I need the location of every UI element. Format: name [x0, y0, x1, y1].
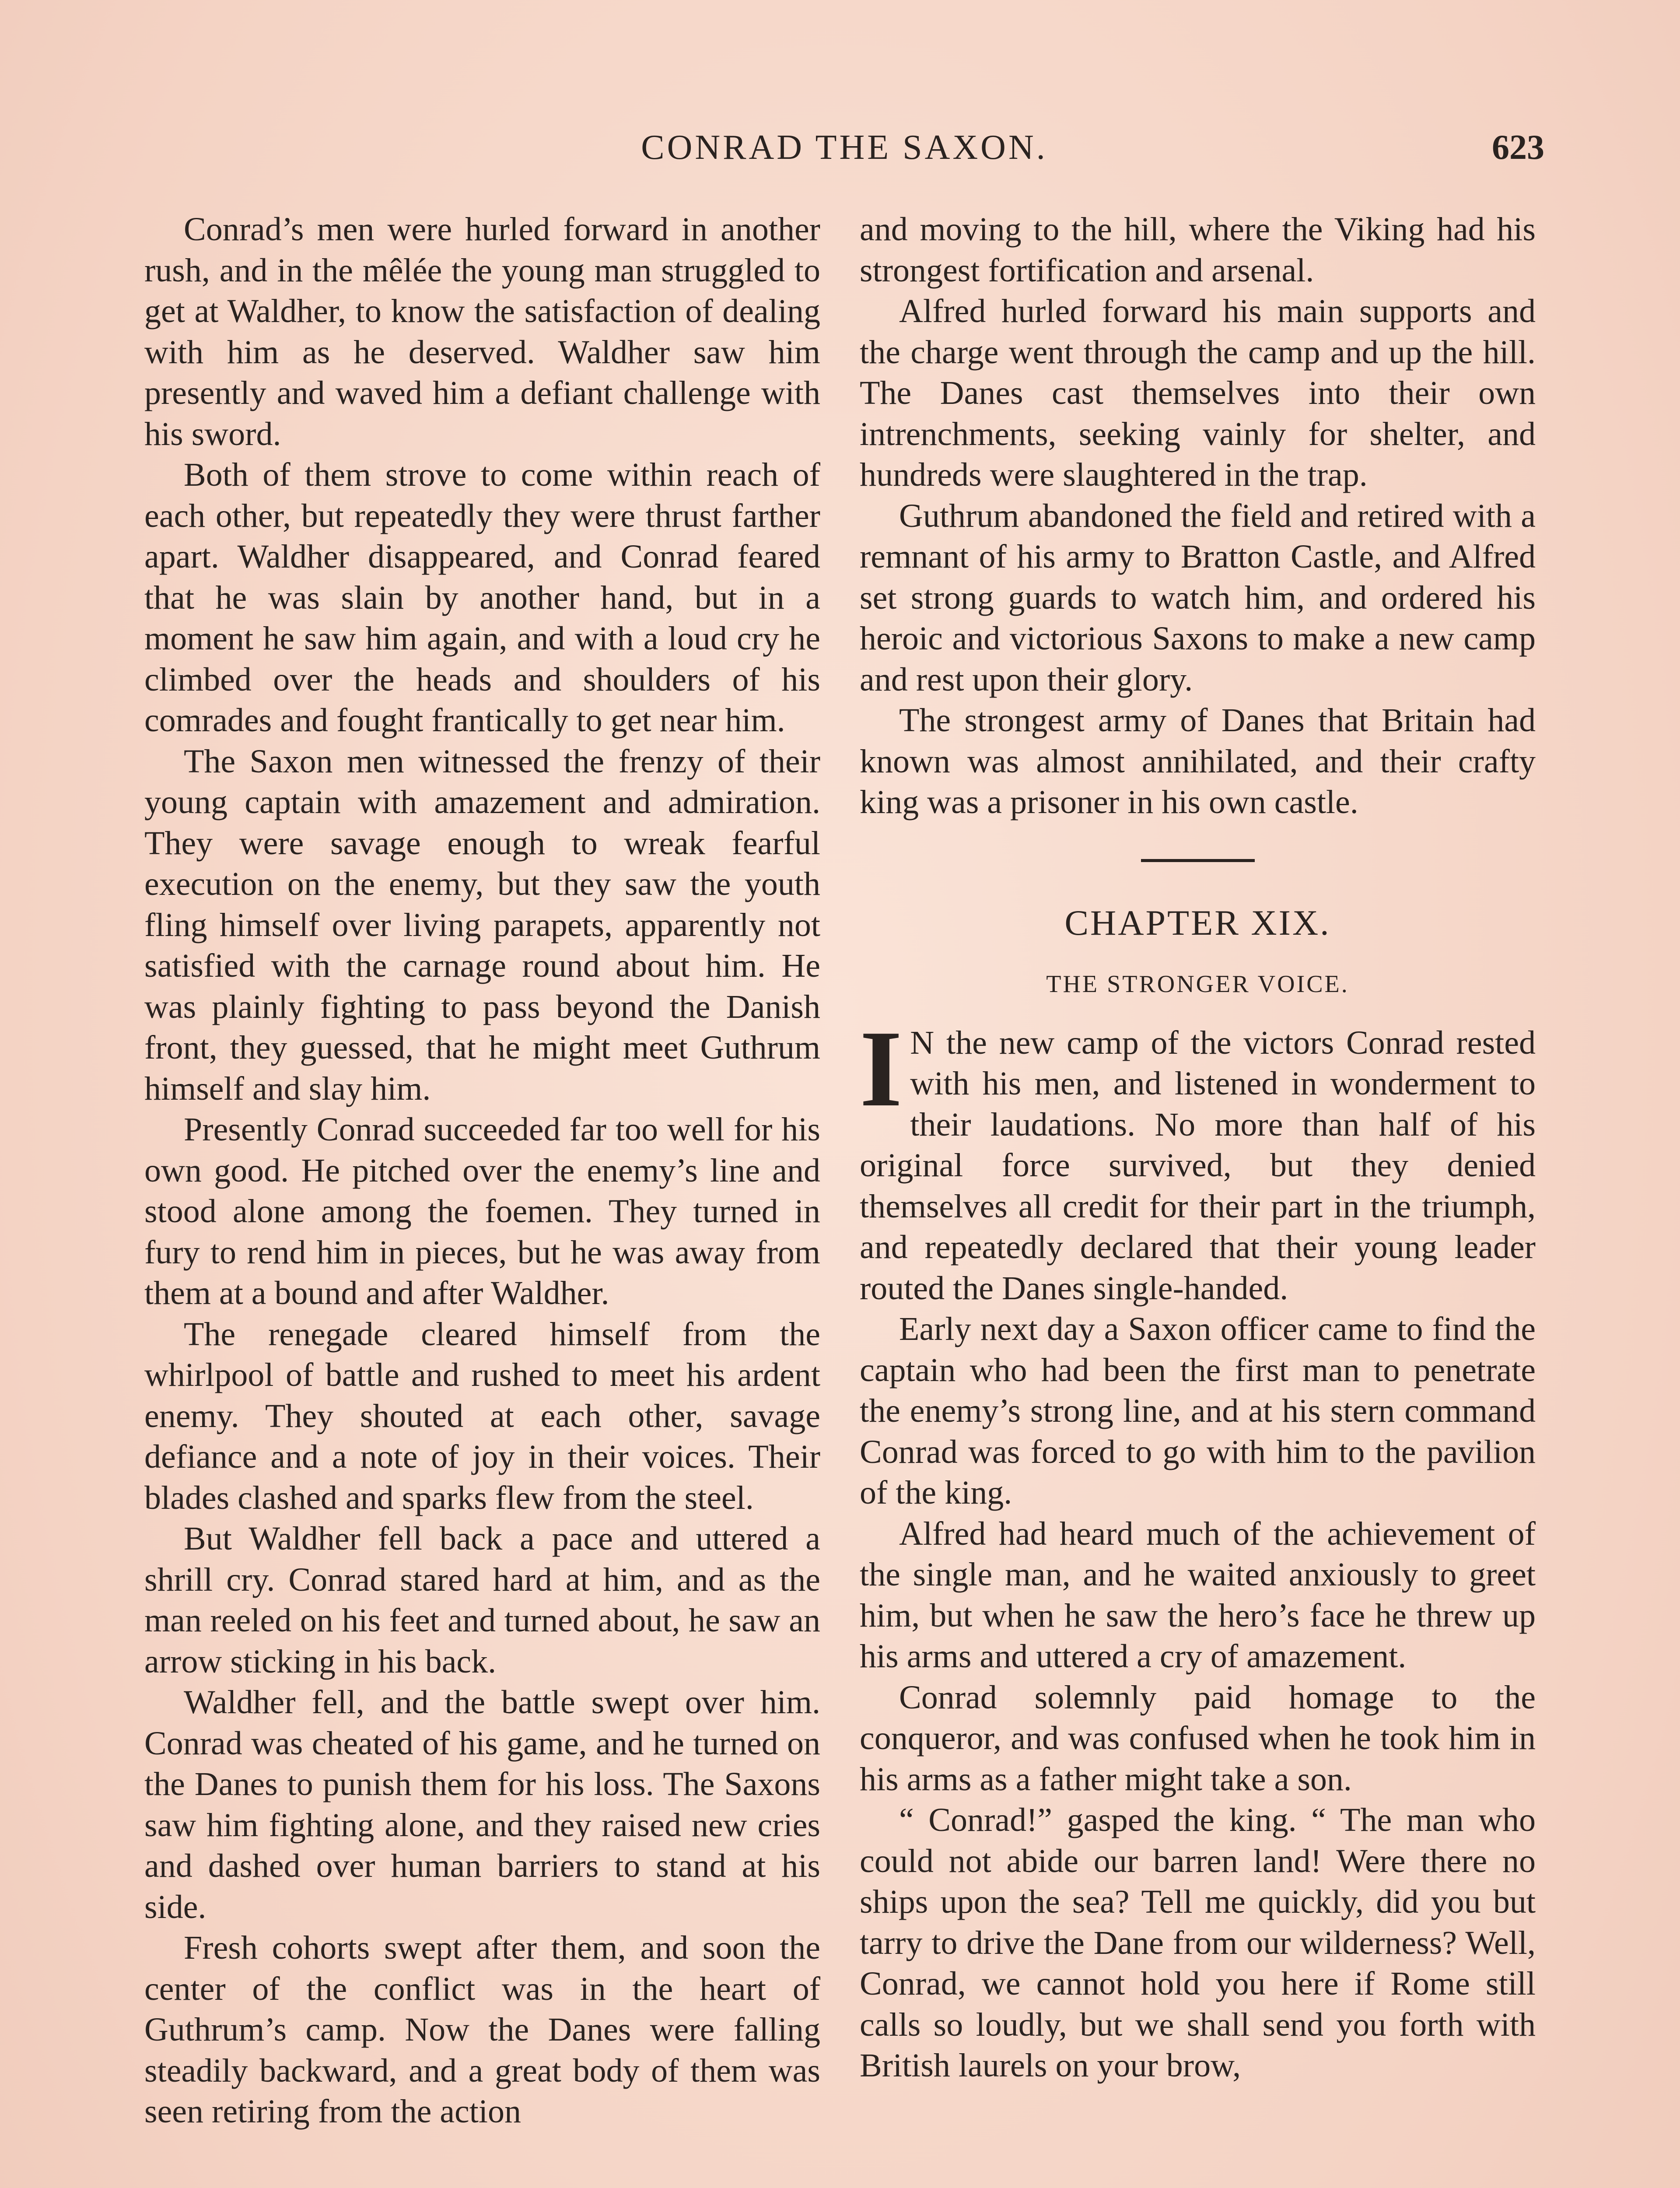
right-column: [860, 209, 1536, 2086]
chapter-subtitle: THE STRONGER VOICE.: [1046, 971, 1349, 998]
paragraph: Early next day a Saxon officer came to find the captain who had been the first man to penetrate the enemy’s strong line, and at his stern command Conrad was forced to go with him to the pavilion of the king.: [860, 1311, 1536, 1511]
continued-paragraph: and moving to the hill, where the Viking had his strongest fortification and arsenal.: [860, 211, 1536, 289]
paragraph: “ Conrad!” gasped the king. “ The man who could not abide our barren land! Were there no ships upon the sea? Tell me quickly, did you but tarry to drive the Dane from our wilderness? Well, Conrad, we cannot hold you here if Rome still calls so loudly, but we shall send you forth with British laurels on your brow,: [860, 1802, 1536, 2084]
paragraph: Alfred had heard much of the achievement of the single man, and he waited anxiously to greet him, but when he saw the hero’s face he threw up his arms and uttered a cry of amazement.: [860, 1515, 1536, 1675]
left-column: [144, 209, 820, 2132]
paragraph: The renegade cleared himself from the whirlpool of battle and rushed to meet his ardent enemy. They shouted at each other, savage defiance and a note of joy in their voices. Their blades clashed and sparks flew from the steel.: [144, 1315, 820, 1516]
paragraph: Guthrum abandoned the field and retired with a remnant of his army to Bratton Castle, and Alfred set strong guards to watch him, and ordered his heroic and victorious Saxons to make a new camp and rest upon their glory.: [860, 497, 1536, 698]
paragraph: Alfred hurled forward his main supports and the charge went through the camp and up the hill. The Danes cast themselves into their own intrenchments, seeking vainly for shelter, and hundreds were slaughtered in the trap.: [860, 293, 1536, 493]
paragraph: Presently Conrad succeeded far too well for his own good. He pitched over the enemy’s line and stood alone among the foemen. They turned in fury to rend him in pieces, but he was away from them at a bound and after Waldher.: [144, 1111, 820, 1311]
section-divider: [1141, 859, 1255, 862]
paragraph: But Waldher fell back a pace and uttered a shrill cry. Conrad stared hard at him, and as the man reeled on his feet and turned about, he saw an arrow sticking in his back.: [144, 1520, 820, 1680]
paragraph: Waldher fell, and the battle swept over him. Conrad was cheated of his game, and he turned on the Danes to punish them for his loss. The Saxons saw him fighting alone, and they raised new cries and dashed over human barriers to stand at his side.: [144, 1684, 820, 1925]
drop-cap: I: [860, 1008, 903, 1129]
paragraph: The Saxon men witnessed the frenzy of their young captain with amazement and admiration. They were savage enough to wreak fearful execution on the enemy, but they saw the youth fling himself over living parapets, apparently not satisfied with the carnage round about him. He was plainly fighting to pass beyond the Danish front, they guessed, that he might meet Guthrum himself and slay him.: [144, 743, 820, 1107]
opening-text: N the new camp of the victors Conrad rested with his men, and listened in wonderment to their laudations. No more than half of his original force survived, but they denied themselves all credit for their part in the triumph, and repeatedly declared that their young leader routed the Danes single-handed.: [860, 1024, 1536, 1307]
running-title: CONRAD THE SAXON.: [641, 128, 1048, 167]
paragraph: The strongest army of Danes that Britain had known was almost annihilated, and their crafty king was a prisoner in his own castle.: [860, 702, 1536, 820]
page-number: 623: [1492, 128, 1544, 167]
chapter-title: CHAPTER XIX.: [1064, 902, 1331, 943]
chapter-opening-paragraph: [860, 1008, 1536, 1309]
paragraph: Conrad’s men were hurled forward in another rush, and in the mêlée the young man struggled to get at Waldher, to know the satisfaction of dealing with him as he deserved. Waldher saw him presently and waved him a defiant challenge with his sword.: [144, 211, 820, 452]
page-header: [144, 128, 1544, 180]
paragraph: Fresh cohorts swept after them, and soon the center of the conflict was in the heart of Guthrum’s camp. Now the Danes were falling steadily backward, and a great body of them was seen retiring from the action: [144, 1929, 820, 2130]
paragraph: Conrad solemnly paid homage to the conqueror, and was confused when he took him in his arms as a father might take a son.: [860, 1679, 1536, 1798]
paragraph: Both of them strove to come within reach of each other, but repeatedly they were thrust farther apart. Waldher disappeared, and Conrad feared that he was slain by another hand, but in a moment he saw him again, and with a loud cry he climbed over the heads and shoulders of his comrades and fought frantically to get near him.: [144, 456, 820, 739]
